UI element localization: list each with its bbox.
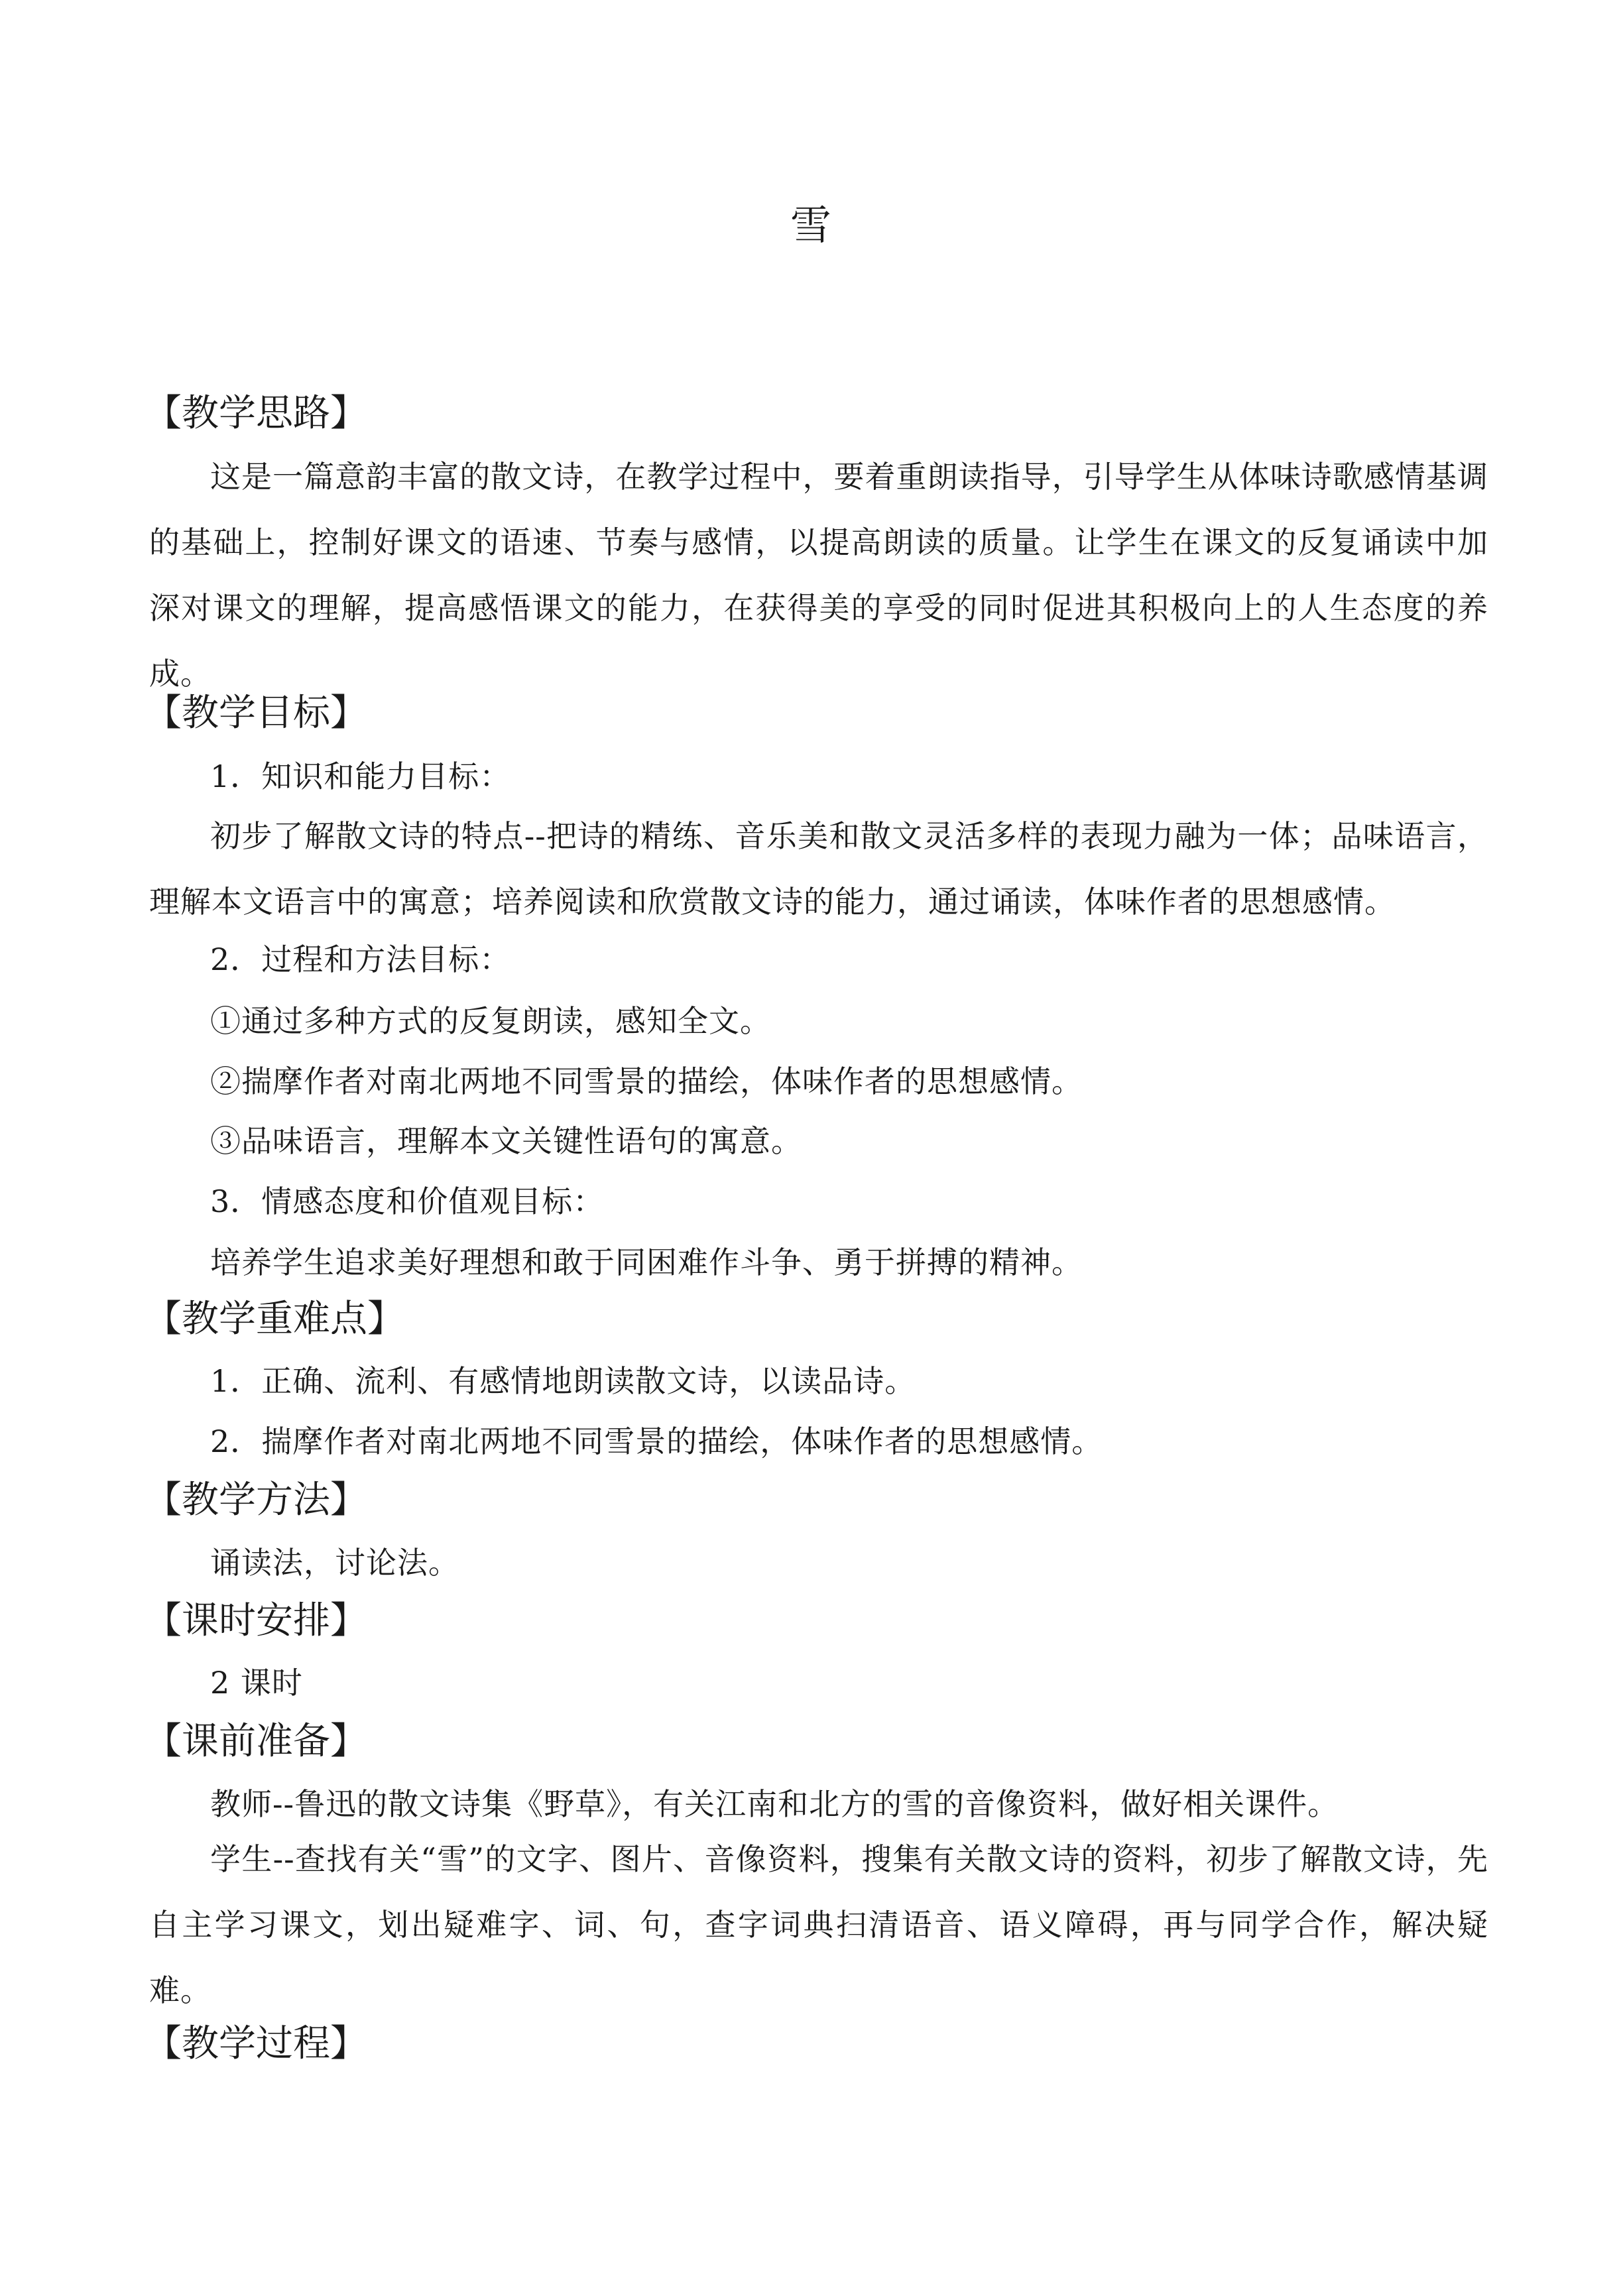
section-heading-thinking: 【教学思路】: [145, 392, 367, 435]
goal-3-text: 培养学生追求美好理想和敢于同困难作斗争、勇于拼搏的精神。: [210, 1244, 1083, 1280]
methods-text: 诵读法，讨论法。: [210, 1545, 459, 1581]
section-heading-preparation: 【课前准备】: [145, 1720, 367, 1763]
schedule-text: 2 课时: [210, 1665, 303, 1701]
key-point-1: 1．正确、流利、有感情地朗读散文诗，以读品诗。: [210, 1363, 916, 1399]
preparation-teacher: 教师--鲁迅的散文诗集《野草》，有关江南和北方的雪的音像资料，做好相关课件。: [210, 1786, 1339, 1822]
goal-2-sub-2: ②揣摩作者对南北两地不同雪景的描绘，体味作者的思想感情。: [210, 1063, 1083, 1099]
preparation-student: 学生--查找有关“雪”的文字、图片、音像资料，搜集有关散文诗的资料，初步了解散文诗，先自主学习课文，划出疑难字、词、句，查字词典扫清语音、语义障碍，再与同学合作，解决疑难。: [149, 1841, 1488, 2008]
thinking-paragraph: 这是一篇意韵丰富的散文诗，在教学过程中，要着重朗读指导，引导学生从体味诗歌感情基调的基础上，控制好课文的语速、节奏与感情，以提高朗读的质量。让学生在课文的反复诵读中加深对课文的理解，提高感悟课文的能力，在获得美的享受的同时促进其积极向上的人生态度的养成。: [149, 459, 1488, 692]
section-heading-goals: 【教学目标】: [145, 692, 367, 735]
goal-3-title: 3．情感态度和价值观目标：: [210, 1183, 605, 1219]
goal-2-sub-3: ③品味语言，理解本文关键性语句的寓意。: [210, 1123, 802, 1159]
section-heading-process: 【教学过程】: [145, 2022, 367, 2065]
goal-1-text: 初步了解散文诗的特点--把诗的精练、音乐美和散文灵活多样的表现力融为一体；品味语言，理解本文语言中的寓意；培养阅读和欣赏散文诗的能力，通过诵读，体味作者的思想感情。: [149, 818, 1488, 920]
section-heading-schedule: 【课时安排】: [145, 1599, 367, 1642]
goal-2-sub-1: ①通过多种方式的反复朗读，感知全文。: [210, 1003, 771, 1039]
section-heading-key-points: 【教学重难点】: [145, 1298, 404, 1341]
section-heading-methods: 【教学方法】: [145, 1479, 367, 1522]
document-title: 雪: [790, 201, 833, 249]
goal-2-title: 2．过程和方法目标：: [210, 941, 511, 977]
goal-1-title: 1．知识和能力目标：: [210, 758, 511, 794]
key-point-2: 2．揣摩作者对南北两地不同雪景的描绘，体味作者的思想感情。: [210, 1423, 1103, 1459]
